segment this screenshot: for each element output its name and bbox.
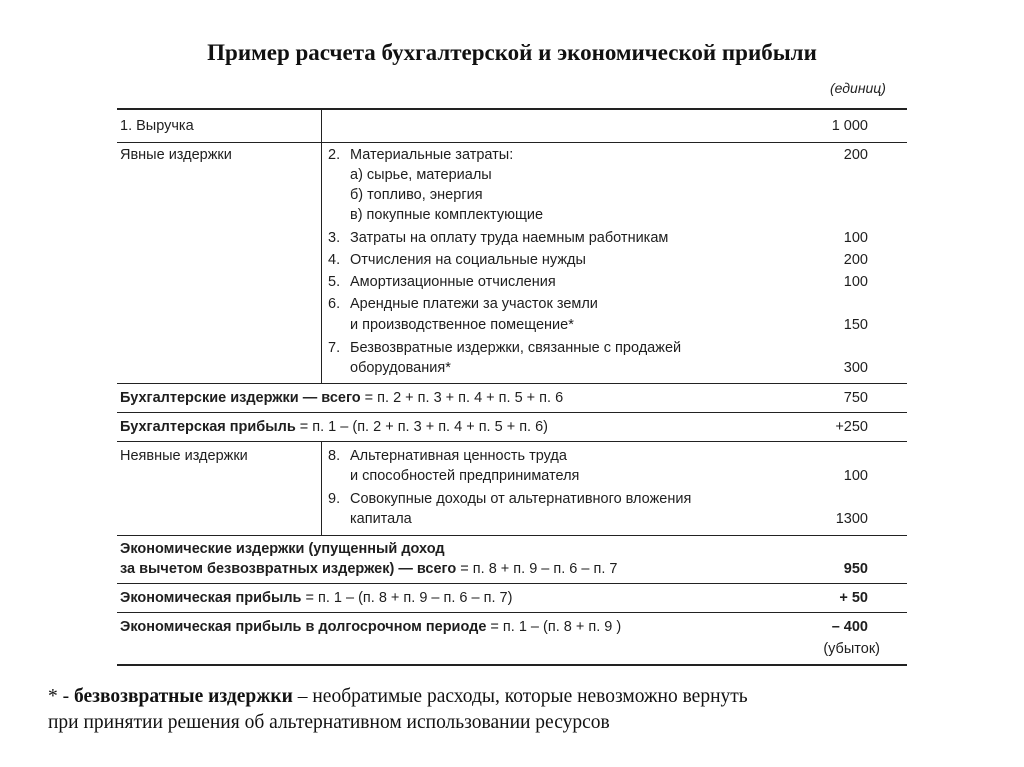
item-text: оборудования* — [350, 360, 451, 376]
column-divider — [321, 441, 322, 535]
row-formula: = п. 2 + п. 3 + п. 4 + п. 5 + п. 6 — [360, 390, 564, 406]
economic-profit-row — [120, 588, 512, 608]
economic-costs-value: 950 — [843, 561, 868, 577]
accounting-costs-value: 750 — [843, 390, 868, 406]
economic-costs-row — [120, 559, 617, 579]
item-number: 4. — [328, 252, 341, 268]
table-bottom-rule — [117, 664, 907, 666]
economic-costs-label-line1 — [120, 539, 445, 559]
item-subline: а) сырье, материалы — [350, 167, 492, 183]
footnote-term: безвозвратные издержки — [74, 686, 293, 707]
row-label: Экономические издержки (упущенный доход — [120, 541, 445, 557]
loss-note: (убыток) — [823, 641, 880, 657]
row-divider — [117, 412, 907, 413]
item-text: Безвозвратные издержки, связанные с продажей — [350, 340, 682, 356]
item-value: 1300 — [835, 511, 868, 527]
accounting-profit-value: +250 — [835, 419, 868, 435]
item-value: 100 — [843, 230, 868, 246]
longterm-profit-value: – 400 — [831, 619, 868, 635]
item-value: 300 — [843, 360, 868, 376]
item-value: 100 — [843, 468, 868, 484]
item-text: Отчисления на социальные нужды — [350, 252, 586, 268]
footnote-line2: при принятии решения об альтернативном использовании ресурсов — [48, 712, 610, 733]
item-value: 100 — [843, 274, 868, 290]
accounting-costs-row — [120, 388, 563, 408]
item-value: 200 — [843, 147, 868, 163]
item-text: Арендные платежи за участок земли — [350, 296, 598, 312]
item-text: Совокупные доходы от альтернативного вложения — [350, 491, 692, 507]
item-number: 6. — [328, 296, 341, 312]
row-formula: = п. 1 – (п. 2 + п. 3 + п. 4 + п. 5 + п. 6) — [295, 419, 548, 435]
row-label: Бухгалтерская прибыль — [120, 419, 296, 435]
row-divider — [117, 535, 907, 536]
footnote — [48, 684, 1008, 736]
row-divider — [117, 441, 907, 442]
item-number: 9. — [328, 491, 341, 507]
column-divider — [321, 108, 322, 383]
row-label: Бухгалтерские издержки — всего — [120, 390, 361, 406]
row-label: Экономическая прибыль — [120, 590, 302, 606]
item-text: Альтернативная ценность труда — [350, 448, 567, 464]
item-text: Затраты на оплату труда наемным работникам — [350, 230, 669, 246]
row-divider — [117, 612, 907, 613]
item-number: 5. — [328, 274, 341, 290]
item-text: капитала — [350, 511, 412, 527]
row-divider — [117, 142, 907, 143]
item-text: Материальные затраты: — [350, 147, 514, 163]
units-label: (единиц) — [830, 80, 886, 96]
row-label: за вычетом безвозвратных издержек) — всего — [120, 561, 457, 577]
item-value: 150 — [843, 317, 868, 333]
row-divider — [117, 583, 907, 584]
item-subline: б) топливо, энергия — [350, 187, 483, 203]
row-formula: = п. 8 + п. 9 – п. 6 – п. 7 — [456, 561, 618, 577]
longterm-profit-row — [120, 617, 621, 637]
revenue-value: 1 000 — [831, 118, 868, 134]
row-divider — [117, 383, 907, 384]
item-number: 7. — [328, 340, 341, 356]
item-subline: в) покупные комплектующие — [350, 207, 544, 223]
table-top-rule — [117, 108, 907, 110]
item-number: 8. — [328, 448, 341, 464]
explicit-costs-label: Явные издержки — [120, 147, 232, 163]
row-formula: = п. 1 – (п. 8 + п. 9 ) — [486, 619, 622, 635]
economic-profit-value: + 50 — [839, 590, 868, 606]
item-number: 2. — [328, 147, 341, 163]
row-label: Экономическая прибыль в долгосрочном периоде — [120, 619, 487, 635]
accounting-profit-row — [120, 417, 548, 437]
page-title: Пример расчета бухгалтерской и экономической прибыли — [207, 40, 817, 65]
implicit-costs-label: Неявные издержки — [120, 448, 248, 464]
footnote-text: – необратимые расходы, которые невозможно вернуть — [292, 686, 748, 707]
row-formula: = п. 1 – (п. 8 + п. 9 – п. 6 – п. 7) — [301, 590, 513, 606]
item-number: 3. — [328, 230, 341, 246]
item-text: Амортизационные отчисления — [350, 274, 556, 290]
item-text: и производственное помещение* — [350, 317, 574, 333]
item-value: 200 — [843, 252, 868, 268]
revenue-label: 1. Выручка — [120, 118, 194, 134]
item-text: и способностей предпринимателя — [350, 468, 580, 484]
footnote-prefix: * - — [48, 686, 74, 707]
